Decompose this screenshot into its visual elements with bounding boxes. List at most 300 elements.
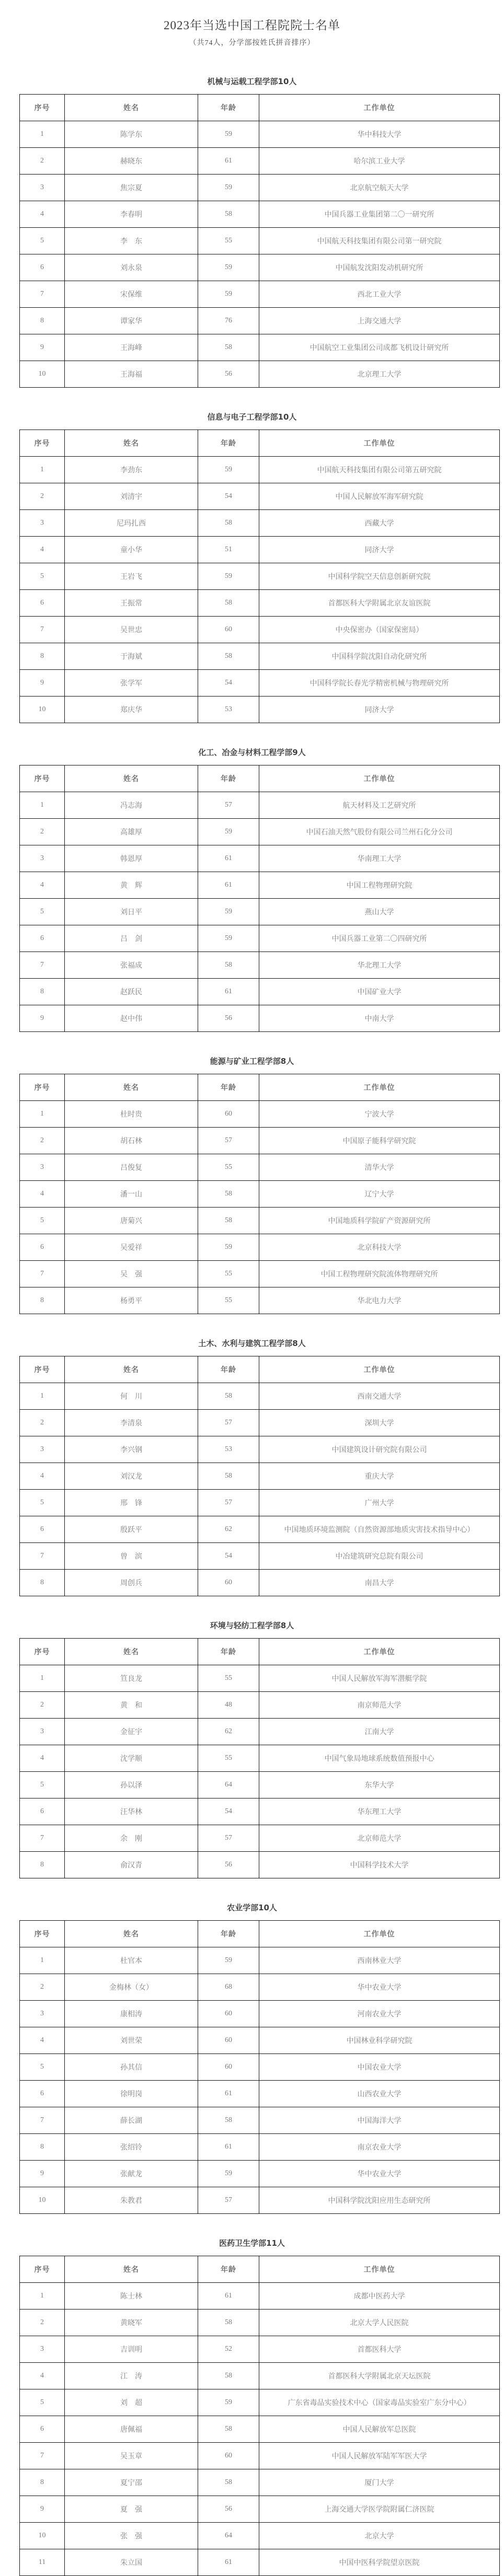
cell-index: 1 — [20, 457, 65, 483]
division-section — [0, 1620, 504, 1878]
cell-age: 60 — [198, 2001, 259, 2027]
table-row — [20, 2161, 500, 2187]
cell-name: 唐佩福 — [65, 2416, 198, 2443]
cell-index: 4 — [20, 1463, 65, 1490]
section-title: 环境与轻纺工程学部8人 — [210, 1621, 294, 1630]
cell-index: 1 — [20, 1383, 65, 1410]
cell-name: 孙以泽 — [65, 1772, 198, 1798]
cell-name: 王振常 — [65, 590, 198, 617]
table-row — [20, 1490, 500, 1516]
table-row — [20, 2549, 500, 2576]
cell-index: 5 — [20, 1490, 65, 1516]
column-header: 工作单位 — [259, 1356, 500, 1383]
column-header: 年龄 — [198, 430, 259, 457]
cell-name: 张绍铃 — [65, 2134, 198, 2161]
cell-organization: 华南理工大学 — [259, 845, 500, 872]
column-header: 姓名 — [65, 95, 198, 121]
cell-name: 胡石林 — [65, 1128, 198, 1154]
cell-age: 60 — [198, 1101, 259, 1128]
cell-name: 金梅林（女） — [65, 1974, 198, 2001]
cell-organization: 中国科学院长春光学精密机械与物理研究所 — [259, 670, 500, 697]
cell-name: 童小华 — [65, 537, 198, 563]
table-row — [20, 2523, 500, 2549]
cell-index: 8 — [20, 1287, 65, 1314]
cell-age: 64 — [198, 2523, 259, 2549]
cell-name: 黄 和 — [65, 1692, 198, 1719]
cell-age: 61 — [198, 979, 259, 1005]
cell-organization: 北京师范大学 — [259, 1825, 500, 1852]
table-row — [20, 361, 500, 388]
cell-index: 3 — [20, 1719, 65, 1745]
cell-organization: 西南林业大学 — [259, 1947, 500, 1974]
cell-index: 2 — [20, 148, 65, 175]
column-header: 年龄 — [198, 1356, 259, 1383]
cell-organization: 同济大学 — [259, 697, 500, 723]
cell-age: 59 — [198, 254, 259, 281]
column-header: 姓名 — [65, 2256, 198, 2283]
cell-organization: 中国人民解放军海军研究院 — [259, 483, 500, 510]
cell-age: 56 — [198, 2496, 259, 2523]
cell-age: 59 — [198, 121, 259, 148]
roster-table — [19, 1074, 500, 1314]
cell-age: 64 — [198, 1772, 259, 1798]
table-row — [20, 2107, 500, 2134]
table-row — [20, 254, 500, 281]
cell-name: 王岩飞 — [65, 563, 198, 590]
cell-age: 59 — [198, 2389, 259, 2416]
cell-age: 59 — [198, 457, 259, 483]
table-row — [20, 1570, 500, 1596]
cell-name: 冯志海 — [65, 792, 198, 819]
cell-name: 刘 超 — [65, 2389, 198, 2416]
cell-index: 2 — [20, 483, 65, 510]
cell-age: 53 — [198, 1436, 259, 1463]
cell-index: 1 — [20, 1947, 65, 1974]
cell-organization: 南京农业大学 — [259, 2134, 500, 2161]
cell-age: 61 — [198, 2549, 259, 2576]
table-row — [20, 1745, 500, 1772]
cell-organization: 首都医科大学 — [259, 2336, 500, 2363]
cell-name: 张学军 — [65, 670, 198, 697]
cell-name: 金征宇 — [65, 1719, 198, 1745]
column-header: 序号 — [20, 2256, 65, 2283]
cell-index: 10 — [20, 2187, 65, 2214]
cell-organization: 北京航空航天大学 — [259, 175, 500, 201]
cell-index: 9 — [20, 334, 65, 361]
table-header-row — [20, 1356, 500, 1383]
cell-index: 1 — [20, 1665, 65, 1692]
section-title: 能源与矿业工程学部8人 — [210, 1057, 294, 1066]
cell-name: 李 东 — [65, 228, 198, 254]
table-row — [20, 1436, 500, 1463]
cell-index: 8 — [20, 2469, 65, 2496]
table-row — [20, 2336, 500, 2363]
cell-organization: 中国地质科学院矿产资源研究所 — [259, 1208, 500, 1234]
division-section — [0, 1902, 504, 2214]
page-subtitle: （共74人，分学部按姓氏拼音排序） — [189, 39, 315, 47]
table-header-row — [20, 1074, 500, 1101]
table-row — [20, 1234, 500, 1261]
column-header: 工作单位 — [259, 765, 500, 792]
cell-name: 薛长湖 — [65, 2107, 198, 2134]
cell-organization: 中国兵器工业第二〇四研究所 — [259, 925, 500, 952]
table-row — [20, 1974, 500, 2001]
cell-age: 57 — [198, 1128, 259, 1154]
column-header: 序号 — [20, 1356, 65, 1383]
table-row — [20, 2054, 500, 2081]
table-body — [20, 121, 500, 388]
cell-organization: 广州大学 — [259, 1490, 500, 1516]
column-header: 工作单位 — [259, 95, 500, 121]
table-row — [20, 1947, 500, 1974]
cell-organization: 航天材料及工艺研究所 — [259, 792, 500, 819]
cell-name: 尼玛扎西 — [65, 510, 198, 537]
column-header: 年龄 — [198, 765, 259, 792]
cell-age: 59 — [198, 925, 259, 952]
cell-name: 刘日平 — [65, 899, 198, 925]
cell-age: 52 — [198, 2336, 259, 2363]
cell-name: 吴爱祥 — [65, 1234, 198, 1261]
cell-index: 6 — [20, 590, 65, 617]
cell-name: 何 川 — [65, 1383, 198, 1410]
table-row — [20, 483, 500, 510]
column-header: 序号 — [20, 1921, 65, 1947]
cell-index: 3 — [20, 845, 65, 872]
section-title: 土木、水利与建筑工程学部8人 — [198, 1339, 306, 1348]
division-section — [0, 76, 504, 388]
table-row — [20, 1101, 500, 1128]
cell-age: 59 — [198, 899, 259, 925]
cell-name: 陈士林 — [65, 2283, 198, 2310]
cell-organization: 中央保密办（国家保密局） — [259, 617, 500, 643]
roster-table — [19, 1356, 500, 1596]
division-section — [0, 2238, 504, 2576]
cell-age: 60 — [198, 2027, 259, 2054]
cell-organization: 中国农业大学 — [259, 2054, 500, 2081]
cell-index: 10 — [20, 2523, 65, 2549]
column-header: 年龄 — [198, 2256, 259, 2283]
cell-age: 57 — [198, 2187, 259, 2214]
cell-index: 8 — [20, 2134, 65, 2161]
cell-name: 朱立国 — [65, 2549, 198, 2576]
cell-organization: 首都医科大学附属北京天坛医院 — [259, 2363, 500, 2389]
section-title: 医药卫生学部11人 — [219, 2238, 285, 2248]
cell-age: 61 — [198, 2283, 259, 2310]
table-row — [20, 792, 500, 819]
cell-age: 58 — [198, 201, 259, 228]
cell-organization: 成都中医药大学 — [259, 2283, 500, 2310]
cell-organization: 中国地质环境监测院（自然资源部地质灾害技术指导中心） — [259, 1516, 500, 1543]
table-row — [20, 1852, 500, 1878]
cell-age: 54 — [198, 483, 259, 510]
cell-organization: 北京理工大学 — [259, 361, 500, 388]
cell-name: 周创兵 — [65, 1570, 198, 1596]
cell-index: 7 — [20, 1261, 65, 1287]
cell-age: 58 — [198, 1181, 259, 1208]
cell-age: 54 — [198, 1543, 259, 1570]
cell-organization: 中国人民解放军海军潜艇学院 — [259, 1665, 500, 1692]
cell-index: 6 — [20, 2416, 65, 2443]
cell-index: 3 — [20, 510, 65, 537]
table-row — [20, 121, 500, 148]
table-row — [20, 2496, 500, 2523]
table-row — [20, 1261, 500, 1287]
cell-organization: 南昌大学 — [259, 1570, 500, 1596]
cell-index: 4 — [20, 2027, 65, 2054]
cell-name: 杜官本 — [65, 1947, 198, 1974]
cell-age: 57 — [198, 1825, 259, 1852]
column-header: 年龄 — [198, 1639, 259, 1665]
cell-name: 黄晓军 — [65, 2310, 198, 2336]
cell-name: 杜时贵 — [65, 1101, 198, 1128]
cell-age: 54 — [198, 670, 259, 697]
cell-organization: 清华大学 — [259, 1154, 500, 1181]
cell-index: 4 — [20, 2363, 65, 2389]
column-header: 姓名 — [65, 1356, 198, 1383]
cell-index: 7 — [20, 1825, 65, 1852]
roster-table — [19, 2256, 500, 2576]
cell-name: 吴 强 — [65, 1261, 198, 1287]
cell-organization: 中南大学 — [259, 1005, 500, 1032]
roster-table — [19, 765, 500, 1032]
table-row — [20, 1181, 500, 1208]
cell-name: 刘清宇 — [65, 483, 198, 510]
table-row — [20, 148, 500, 175]
cell-organization: 江南大学 — [259, 1719, 500, 1745]
table-row — [20, 670, 500, 697]
cell-index: 8 — [20, 979, 65, 1005]
table-row — [20, 617, 500, 643]
roster-table — [19, 1638, 500, 1878]
cell-name: 孙其信 — [65, 2054, 198, 2081]
cell-organization: 中国矿业大学 — [259, 979, 500, 1005]
section-title: 机械与运载工程学部10人 — [207, 77, 297, 86]
table-row — [20, 2001, 500, 2027]
cell-name: 笪良龙 — [65, 1665, 198, 1692]
cell-index: 5 — [20, 2054, 65, 2081]
cell-index: 7 — [20, 2443, 65, 2469]
cell-organization: 中国海洋大学 — [259, 2107, 500, 2134]
table-row — [20, 899, 500, 925]
table-row — [20, 2187, 500, 2214]
column-header: 序号 — [20, 1639, 65, 1665]
cell-organization: 重庆大学 — [259, 1463, 500, 1490]
table-row — [20, 334, 500, 361]
cell-name: 夏 强 — [65, 2496, 198, 2523]
cell-age: 56 — [198, 361, 259, 388]
cell-index: 3 — [20, 175, 65, 201]
cell-organization: 北京大学 — [259, 2523, 500, 2549]
table-header-row — [20, 1639, 500, 1665]
cell-age: 56 — [198, 1852, 259, 1878]
table-row — [20, 1208, 500, 1234]
cell-name: 李春明 — [65, 201, 198, 228]
cell-organization: 中国航发沈阳发动机研究所 — [259, 254, 500, 281]
cell-name: 曾 滨 — [65, 1543, 198, 1570]
cell-age: 53 — [198, 697, 259, 723]
table-row — [20, 2443, 500, 2469]
cell-organization: 中国中医科学院望京医院 — [259, 2549, 500, 2576]
cell-index: 8 — [20, 308, 65, 334]
cell-organization: 华中科技大学 — [259, 121, 500, 148]
cell-index: 3 — [20, 1154, 65, 1181]
table-row — [20, 1543, 500, 1570]
cell-organization: 厦门大学 — [259, 2469, 500, 2496]
cell-age: 58 — [198, 643, 259, 670]
cell-organization: 中国科学院沈阳自动化研究所 — [259, 643, 500, 670]
division-section — [0, 747, 504, 1032]
table-row — [20, 563, 500, 590]
cell-organization: 宁波大学 — [259, 1101, 500, 1128]
column-header: 工作单位 — [259, 430, 500, 457]
cell-index: 3 — [20, 2336, 65, 2363]
cell-index: 8 — [20, 643, 65, 670]
cell-organization: 燕山大学 — [259, 899, 500, 925]
table-header-row — [20, 2256, 500, 2283]
cell-index: 7 — [20, 617, 65, 643]
cell-index: 10 — [20, 697, 65, 723]
table-row — [20, 2363, 500, 2389]
table-row — [20, 2469, 500, 2496]
cell-age: 61 — [198, 872, 259, 899]
cell-index: 2 — [20, 1410, 65, 1436]
column-header: 姓名 — [65, 765, 198, 792]
table-body — [20, 792, 500, 1032]
cell-index: 6 — [20, 925, 65, 952]
column-header: 序号 — [20, 95, 65, 121]
cell-age: 59 — [198, 2161, 259, 2187]
table-body — [20, 2283, 500, 2576]
column-header: 姓名 — [65, 1639, 198, 1665]
cell-organization: 北京科技大学 — [259, 1234, 500, 1261]
table-row — [20, 308, 500, 334]
cell-name: 杨勇平 — [65, 1287, 198, 1314]
cell-name: 王海峰 — [65, 334, 198, 361]
cell-name: 汪华林 — [65, 1798, 198, 1825]
cell-index: 4 — [20, 872, 65, 899]
cell-index: 4 — [20, 1745, 65, 1772]
cell-name: 刘永泉 — [65, 254, 198, 281]
cell-age: 58 — [198, 2107, 259, 2134]
cell-age: 61 — [198, 2081, 259, 2107]
cell-name: 余 刚 — [65, 1825, 198, 1852]
cell-age: 60 — [198, 2054, 259, 2081]
cell-age: 57 — [198, 1410, 259, 1436]
cell-organization: 广东省毒品实验技术中心（国家毒品实验室广东分中心） — [259, 2389, 500, 2416]
cell-name: 李劲东 — [65, 457, 198, 483]
table-row — [20, 1516, 500, 1543]
cell-index: 11 — [20, 2549, 65, 2576]
cell-index: 2 — [20, 1128, 65, 1154]
cell-name: 朱教君 — [65, 2187, 198, 2214]
cell-organization: 华北理工大学 — [259, 952, 500, 979]
cell-organization: 中国林业科学研究院 — [259, 2027, 500, 2054]
division-section — [0, 1056, 504, 1314]
table-body — [20, 1947, 500, 2214]
column-header: 工作单位 — [259, 1074, 500, 1101]
cell-organization: 中国人民解放军总医院 — [259, 2416, 500, 2443]
cell-organization: 中国气象局地球系统数值预报中心 — [259, 1745, 500, 1772]
table-row — [20, 1128, 500, 1154]
cell-index: 9 — [20, 1005, 65, 1032]
cell-name: 赵中伟 — [65, 1005, 198, 1032]
table-header-row — [20, 765, 500, 792]
cell-name: 徐明岗 — [65, 2081, 198, 2107]
table-row — [20, 1719, 500, 1745]
cell-index: 4 — [20, 1181, 65, 1208]
cell-name: 吴玉章 — [65, 2443, 198, 2469]
column-header: 姓名 — [65, 1921, 198, 1947]
cell-age: 62 — [198, 1516, 259, 1543]
cell-name: 唐菊兴 — [65, 1208, 198, 1234]
table-row — [20, 819, 500, 845]
cell-organization: 华东理工大学 — [259, 1798, 500, 1825]
cell-index: 8 — [20, 1570, 65, 1596]
cell-name: 赵跃民 — [65, 979, 198, 1005]
cell-age: 62 — [198, 1719, 259, 1745]
cell-age: 60 — [198, 617, 259, 643]
cell-age: 58 — [198, 510, 259, 537]
table-row — [20, 1410, 500, 1436]
cell-age: 58 — [198, 1383, 259, 1410]
cell-age: 59 — [198, 1234, 259, 1261]
cell-name: 吴世忠 — [65, 617, 198, 643]
cell-index: 5 — [20, 563, 65, 590]
column-header: 工作单位 — [259, 1921, 500, 1947]
cell-index: 1 — [20, 2283, 65, 2310]
table-row — [20, 925, 500, 952]
cell-name: 吕俊复 — [65, 1154, 198, 1181]
cell-organization: 中国科学技术大学 — [259, 1852, 500, 1878]
cell-age: 51 — [198, 537, 259, 563]
table-row — [20, 1383, 500, 1410]
cell-name: 李兴钢 — [65, 1436, 198, 1463]
cell-age: 68 — [198, 1974, 259, 2001]
cell-organization: 山西农业大学 — [259, 2081, 500, 2107]
cell-organization: 上海交通大学医学院附属仁济医院 — [259, 2496, 500, 2523]
section-title: 信息与电子工程学部10人 — [207, 412, 297, 422]
table-row — [20, 2081, 500, 2107]
column-header: 姓名 — [65, 1074, 198, 1101]
cell-index: 6 — [20, 1798, 65, 1825]
cell-organization: 北京大学人民医院 — [259, 2310, 500, 2336]
cell-organization: 同济大学 — [259, 537, 500, 563]
cell-name: 王海福 — [65, 361, 198, 388]
table-body — [20, 457, 500, 723]
table-body — [20, 1383, 500, 1596]
table-row — [20, 2416, 500, 2443]
roster-table — [19, 94, 500, 388]
sections — [0, 76, 504, 2576]
cell-age: 58 — [198, 2469, 259, 2496]
cell-name: 宋保维 — [65, 281, 198, 308]
cell-index: 3 — [20, 2001, 65, 2027]
cell-name: 俞汉青 — [65, 1852, 198, 1878]
table-row — [20, 845, 500, 872]
cell-index: 8 — [20, 1852, 65, 1878]
column-header: 年龄 — [198, 1074, 259, 1101]
cell-age: 56 — [198, 1005, 259, 1032]
cell-name: 郑庆华 — [65, 697, 198, 723]
table-row — [20, 537, 500, 563]
cell-age: 61 — [198, 845, 259, 872]
table-row — [20, 281, 500, 308]
table-header-row — [20, 1921, 500, 1947]
cell-index: 9 — [20, 2161, 65, 2187]
table-row — [20, 2134, 500, 2161]
cell-index: 4 — [20, 201, 65, 228]
cell-index: 5 — [20, 228, 65, 254]
